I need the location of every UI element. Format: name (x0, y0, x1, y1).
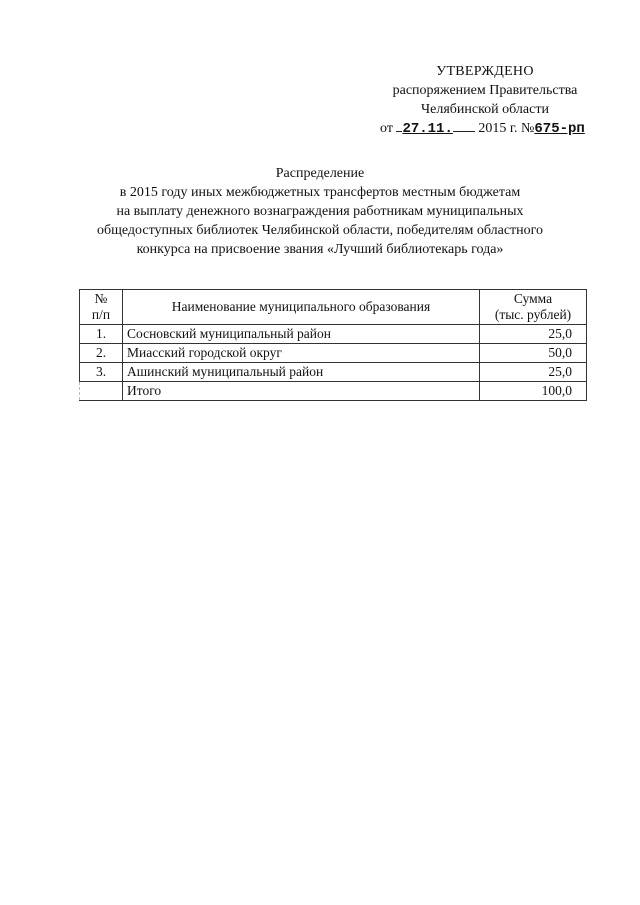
approval-line-2: Челябинской области (421, 102, 549, 117)
date-value: 27.11. (402, 121, 453, 137)
row-name: Ашинский муниципальный район (123, 363, 480, 382)
total-row (80, 382, 587, 401)
header-name: Наименование муниципального образования (123, 290, 480, 325)
order-number: 675-рп (534, 121, 585, 137)
table-row (80, 363, 587, 382)
total-number (80, 382, 123, 401)
distribution-table (79, 289, 587, 401)
row-sum: 25,0 (480, 363, 587, 382)
approval-line-1: распоряжением Правительства (392, 83, 578, 98)
title-line-2: в 2015 году иных межбюджетных трансфертов местным бюджетам (119, 185, 521, 200)
row-name: Миасский городской округ (123, 344, 480, 363)
total-label: Итого (123, 382, 480, 401)
row-number: 3. (80, 363, 123, 382)
table-header-row (80, 290, 587, 325)
header-number-line-1: № (94, 291, 108, 306)
row-sum: 50,0 (480, 344, 587, 363)
table-row (80, 325, 587, 344)
title-line-3: на выплату денежного вознаграждения работникам муниципальных (116, 204, 524, 219)
header-sum-line-2: (тыс. рублей) (494, 307, 572, 322)
approval-heading: УТВЕРЖДЕНО (436, 64, 534, 79)
header-number (80, 290, 123, 325)
header-sum (480, 290, 587, 325)
year-text: 2015 г. № (478, 121, 535, 136)
row-name: Сосновский муниципальный район (123, 325, 480, 344)
row-number: 1. (80, 325, 123, 344)
approval-date-line (370, 119, 600, 139)
row-sum: 25,0 (480, 325, 587, 344)
date-underline-right (453, 119, 475, 132)
date-prefix: от (380, 121, 393, 136)
approval-stamp (370, 62, 600, 139)
total-sum: 100,0 (480, 382, 587, 401)
title-line-4: общедоступных библиотек Челябинской области, победителям областного (96, 223, 544, 238)
document-title (60, 164, 580, 259)
header-sum-line-1: Сумма (513, 291, 553, 306)
table-row (80, 344, 587, 363)
title-line-1: Распределение (275, 166, 365, 181)
header-number-line-2: п/п (91, 307, 111, 322)
row-number: 2. (80, 344, 123, 363)
title-line-5: конкурса на присвоение звания «Лучший библиотекарь года» (136, 242, 504, 257)
